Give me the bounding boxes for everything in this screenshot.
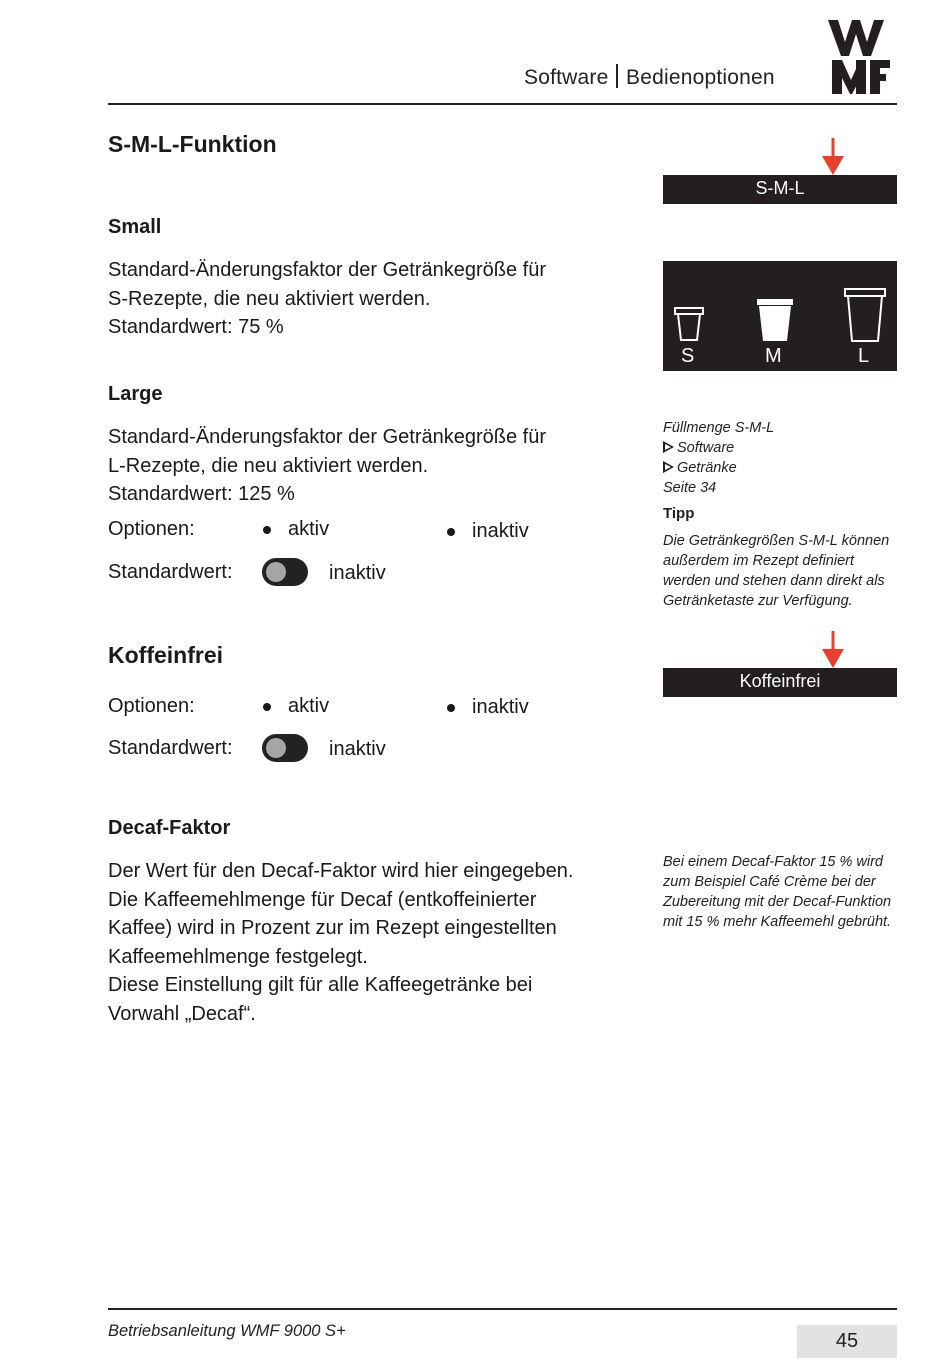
header-separator: [616, 64, 618, 88]
page-number: 45: [797, 1325, 897, 1358]
medium-cup-icon[interactable]: [756, 297, 794, 343]
section-heading-sml: S-M-L-Funktion: [108, 131, 277, 157]
decaf-note-line: Zubereitung mit der Decaf-Funktion: [663, 894, 892, 910]
size-label-l: L: [858, 345, 870, 367]
koffeinfrei-options-label: Optionen:: [108, 695, 195, 717]
reference-path-item: Getränke: [663, 458, 774, 478]
decaf-note-line: mit 15 % mehr Kaffeemehl gebrüht.: [663, 914, 892, 930]
reference-title: Füllmenge S-M-L: [663, 420, 775, 436]
subheading-decaf: Decaf-Faktor: [108, 817, 231, 839]
triangle-right-icon: [663, 461, 674, 473]
decaf-note-line: zum Beispiel Café Crème bei der: [663, 874, 876, 890]
bullet-icon: [447, 704, 455, 712]
large-description: [108, 423, 546, 509]
footer-rule: [108, 1308, 897, 1310]
size-label-m: M: [765, 345, 782, 367]
small-line: S-Rezepte, die neu aktiviert werden.: [108, 287, 431, 310]
small-description: [108, 256, 546, 342]
large-line: Standardwert: 125 %: [108, 483, 295, 505]
decaf-line: Vorwahl „Decaf“.: [108, 1002, 256, 1025]
bullet-icon: [447, 528, 455, 536]
koffeinfrei-default-toggle[interactable]: [262, 734, 308, 762]
tip-heading: Tipp: [663, 505, 695, 522]
triangle-right-icon: [663, 441, 674, 453]
bullet-icon: [263, 703, 271, 711]
down-arrow-icon: [822, 631, 844, 669]
small-line: Standardwert: 75 %: [108, 316, 284, 338]
sml-options-label: Optionen:: [108, 518, 195, 540]
reference-path-item: Software: [663, 438, 774, 458]
koffeinfrei-default-value: inaktiv: [329, 738, 386, 760]
tip-line: außerdem im Rezept definiert: [663, 553, 854, 569]
large-line: L-Rezepte, die neu aktiviert werden.: [108, 454, 429, 477]
reference-page: Seite 34: [663, 480, 717, 496]
down-arrow-icon: [822, 138, 844, 176]
koffeinfrei-option-aktiv[interactable]: aktiv: [288, 695, 330, 717]
header-section: Software: [524, 66, 609, 89]
subheading-small: Small: [108, 216, 162, 238]
decaf-line: Der Wert für den Decaf-Faktor wird hier eingegeben.: [108, 860, 574, 882]
header-breadcrumb: [524, 64, 775, 90]
sml-button[interactable]: S-M-L: [663, 175, 897, 204]
koffeinfrei-default-label: Standardwert:: [108, 737, 233, 759]
sml-default-toggle[interactable]: [262, 558, 308, 586]
sml-default-label: Standardwert:: [108, 561, 233, 583]
tip-line: Die Getränkegrößen S-M-L können: [663, 533, 890, 549]
koffeinfrei-button[interactable]: Koffeinfrei: [663, 668, 897, 697]
decaf-line: Kaffee) wird in Prozent zur im Rezept eingestellten: [108, 917, 557, 939]
sml-option-inaktiv[interactable]: inaktiv: [472, 520, 529, 542]
decaf-line: Diese Einstellung gilt für alle Kaffeegetränke bei: [108, 974, 533, 996]
header-subsection: Bedienoptionen: [625, 66, 775, 89]
toggle-knob: [266, 562, 286, 582]
section-heading-koffeinfrei: Koffeinfrei: [108, 642, 223, 668]
footer-manual-title: Betriebsanleitung WMF 9000 S+: [108, 1322, 346, 1340]
wmf-logo-icon: [826, 18, 892, 96]
toggle-knob: [266, 738, 286, 758]
decaf-line: Die Kaffeemehlmenge für Decaf (entkoffeinierter: [108, 888, 537, 911]
tip-line: Getränketaste zur Verfügung.: [663, 593, 853, 609]
large-cup-icon[interactable]: [843, 287, 887, 343]
size-label-s: S: [681, 345, 695, 367]
reference-note: [663, 418, 774, 498]
koffeinfrei-option-inaktiv[interactable]: inaktiv: [472, 696, 529, 718]
decaf-note-line: Bei einem Decaf-Faktor 15 % wird: [663, 854, 883, 870]
tip-line: werden und stehen dann direkt als: [663, 573, 885, 589]
decaf-description: [108, 857, 573, 1028]
tip-text: [663, 531, 889, 611]
subheading-large: Large: [108, 383, 163, 405]
decaf-note: [663, 852, 891, 932]
sml-default-value: inaktiv: [329, 562, 386, 584]
decaf-line: Kaffeemehlmenge festgelegt.: [108, 945, 368, 968]
bullet-icon: [263, 526, 271, 534]
small-line: Standard-Änderungsfaktor der Getränkegröße für: [108, 259, 547, 281]
small-cup-icon[interactable]: [673, 306, 705, 342]
header-rule: [108, 103, 897, 105]
large-line: Standard-Änderungsfaktor der Getränkegröße für: [108, 426, 547, 448]
sml-option-aktiv[interactable]: aktiv: [288, 518, 330, 540]
sml-size-panel: [663, 261, 897, 371]
